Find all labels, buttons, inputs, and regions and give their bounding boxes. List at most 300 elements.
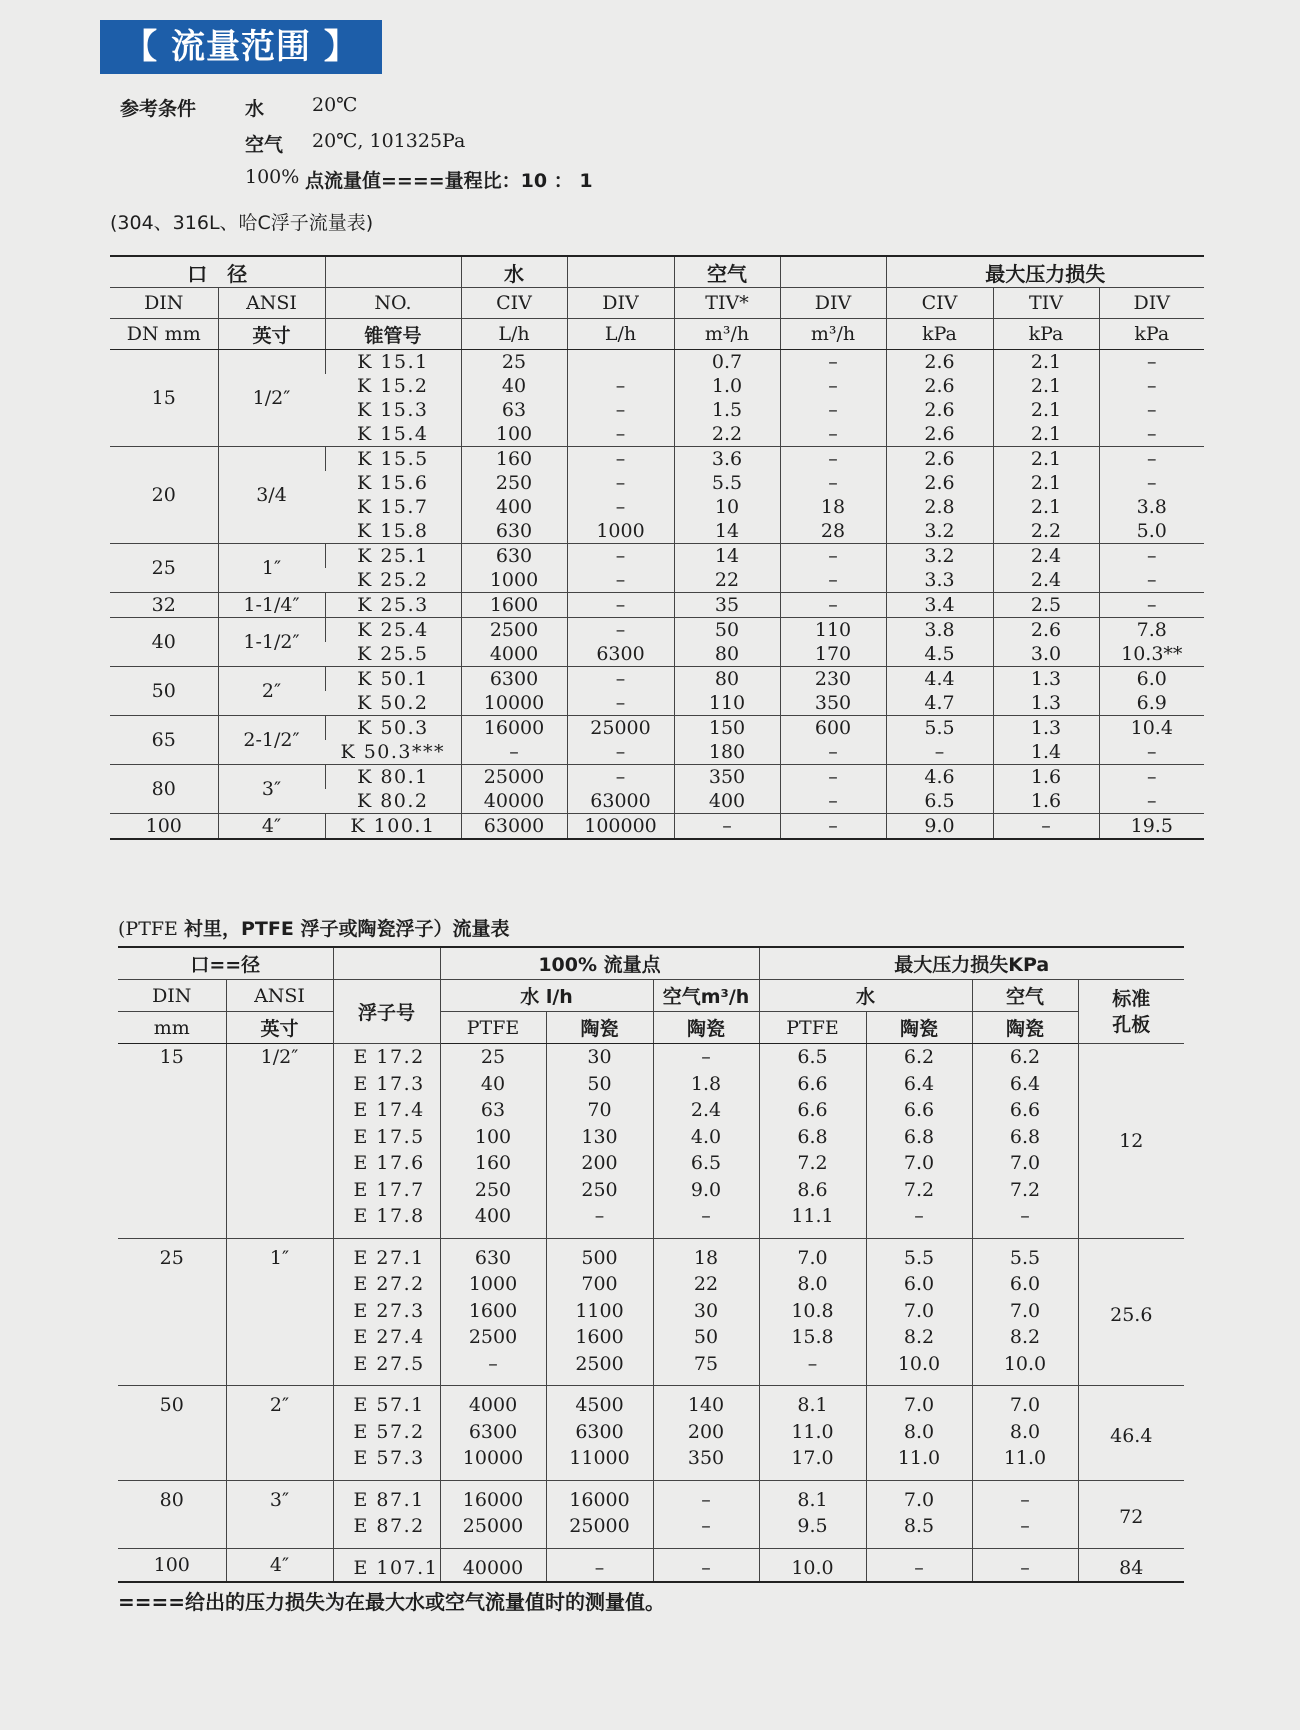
table-cell: –: [972, 1513, 1078, 1548]
table-cell: –: [567, 544, 674, 569]
header-blank: [780, 256, 886, 288]
table-cell: 6.6: [972, 1097, 1078, 1124]
table-cell: –: [1099, 350, 1204, 375]
cone-number: K 15.3: [356, 399, 429, 421]
table-cell: 7.0: [866, 1150, 972, 1177]
table-cell: 4.4: [886, 667, 993, 692]
table-cell: –: [567, 422, 674, 447]
orifice-value: 46.4: [1078, 1386, 1184, 1481]
conditions-label: 参考条件: [120, 98, 197, 120]
table-cell: –: [1099, 374, 1204, 398]
table-cell: 350: [653, 1445, 759, 1480]
table-cell: 11.1: [759, 1203, 866, 1238]
table-cell: 28: [780, 519, 886, 544]
table-cell: 14: [674, 519, 780, 544]
table-cell: 100000: [567, 814, 674, 840]
float-number: E 57.2: [333, 1419, 440, 1446]
table-cell: 140: [653, 1386, 759, 1419]
table-cell: 4500: [546, 1386, 653, 1419]
table-cell: –: [1099, 544, 1204, 569]
table-cell: –: [866, 1203, 972, 1238]
table-row: [110, 447, 1204, 472]
table-cell: 170: [780, 642, 886, 667]
condition-range-prefix: 100%: [245, 166, 300, 188]
ansi-size: 3/4: [218, 447, 325, 544]
table-cell: –: [780, 471, 886, 495]
cone-number: K 25.1: [325, 544, 461, 569]
table-row: [110, 618, 1204, 643]
table-cell: 50: [546, 1071, 653, 1098]
header-code: NO.: [325, 288, 461, 319]
table-cell: 8.1: [759, 1480, 866, 1513]
table-cell: 5.5: [866, 1238, 972, 1271]
table-row: [110, 593, 1204, 618]
table-cell: 2.6: [993, 618, 1099, 643]
table-cell: 63: [440, 1097, 546, 1124]
table-cell: 10.0: [866, 1351, 972, 1386]
condition-water-label: 水: [245, 98, 265, 120]
table-cell: 700: [546, 1271, 653, 1298]
table-cell: 1.0: [674, 374, 780, 398]
table-cell: –: [1099, 593, 1204, 618]
table-cell: 10.4: [1099, 716, 1204, 741]
table-cell: 2.1: [993, 398, 1099, 422]
table-cell: 6300: [546, 1419, 653, 1446]
table-cell: 3.3: [886, 568, 993, 593]
header-unit: L/h: [461, 319, 567, 350]
table-cell: 7.8: [1099, 618, 1204, 643]
table-cell: 7.0: [972, 1298, 1078, 1325]
table-cell: –: [972, 1203, 1078, 1238]
table-cell: –: [780, 789, 886, 814]
table-cell: 16000: [440, 1480, 546, 1513]
table-cell: 2.8: [886, 495, 993, 519]
cone-number: K 25.4: [325, 618, 461, 643]
table-cell: 10.0: [759, 1548, 866, 1582]
table-cell: 1.5: [674, 398, 780, 422]
table-cell: 2500: [440, 1324, 546, 1351]
table-cell: 1.8: [653, 1071, 759, 1098]
table-cell: 6300: [567, 642, 674, 667]
table-cell: –: [567, 740, 674, 765]
cone-number: K 50.3: [325, 716, 461, 741]
table-cell: 19.5: [1099, 814, 1204, 840]
table1-caption: (304、316L、哈C浮子流量表): [110, 212, 374, 234]
table-cell: 350: [674, 765, 780, 790]
orifice-value: 84: [1078, 1548, 1184, 1582]
table-cell: 500: [546, 1238, 653, 1271]
metal-float-flow-table: [110, 255, 1204, 840]
table-cell: 2.1: [993, 495, 1099, 519]
table-cell: 350: [780, 691, 886, 716]
table-cell: 250: [440, 1177, 546, 1204]
header-air-m3h: 空气m³/h: [653, 980, 759, 1012]
table-cell: 2.1: [993, 447, 1099, 472]
table-cell: 40000: [440, 1548, 546, 1582]
ansi-size: 1-1/2″: [218, 618, 325, 667]
table-cell: 400: [461, 495, 567, 519]
table-cell: –: [653, 1480, 759, 1513]
table-cell: –: [886, 740, 993, 765]
float-number: E 17.4: [333, 1097, 440, 1124]
header-blank: [567, 256, 674, 288]
orifice-value: 12: [1078, 1044, 1184, 1239]
header-ptfe: PTFE: [759, 1012, 866, 1044]
table-cell: –: [972, 1480, 1078, 1513]
header-max-pressure-loss: 最大压力损失: [886, 256, 1204, 288]
table-cell: 230: [780, 667, 886, 692]
header-code: TIV*: [674, 288, 780, 319]
table-cell: –: [461, 740, 567, 765]
table-cell: 400: [674, 789, 780, 814]
header-orifice: 标准孔板: [1078, 980, 1184, 1044]
cone-number: K 50.2: [325, 691, 461, 716]
table-cell: 3.2: [886, 519, 993, 544]
table-cell: 22: [653, 1271, 759, 1298]
table-cell: –: [653, 1203, 759, 1238]
table-cell: 1.3: [993, 716, 1099, 741]
header-code: ANSI: [218, 288, 325, 319]
table-cell: 16000: [461, 716, 567, 741]
section-title-banner: 【 流量范围 】: [100, 20, 382, 74]
table-cell: 18: [653, 1238, 759, 1271]
table-cell: 110: [674, 691, 780, 716]
table-cell: 250: [546, 1177, 653, 1204]
table-cell: 6.8: [866, 1124, 972, 1151]
header-ceramic: 陶瓷: [653, 1012, 759, 1044]
table-cell: –: [546, 1548, 653, 1582]
table-row: [118, 1238, 1184, 1271]
table-cell: 10: [674, 495, 780, 519]
table-cell: 630: [461, 519, 567, 544]
table-cell: –: [993, 814, 1099, 840]
table-cell: 2.6: [886, 350, 993, 375]
table-cell: 2.6: [886, 422, 993, 447]
table-cell: –: [780, 447, 886, 472]
table-cell: 63000: [567, 789, 674, 814]
header-code: DIV: [567, 288, 674, 319]
table-cell: 2.4: [653, 1097, 759, 1124]
table-cell: –: [567, 447, 674, 472]
table-cell: 7.0: [866, 1298, 972, 1325]
table-cell: 2.4: [993, 568, 1099, 593]
table-cell: –: [674, 814, 780, 840]
table-cell: 22: [674, 568, 780, 593]
table-cell: 160: [440, 1150, 546, 1177]
table-cell: 6.0: [1099, 667, 1204, 692]
float-number: E 17.5: [333, 1124, 440, 1151]
header-unit: kPa: [993, 319, 1099, 350]
table-cell: 50: [653, 1324, 759, 1351]
table-cell: 180: [674, 740, 780, 765]
table-cell: 3.6: [674, 447, 780, 472]
table-cell: –: [780, 422, 886, 447]
table-cell: –: [1099, 740, 1204, 765]
table-cell: –: [759, 1351, 866, 1386]
table-cell: 6.4: [972, 1071, 1078, 1098]
table-cell: 7.0: [866, 1386, 972, 1419]
table-cell: 3.4: [886, 593, 993, 618]
dn-size: 15: [110, 350, 218, 447]
float-number: E 57.1: [333, 1386, 440, 1419]
table-cell: 7.0: [972, 1386, 1078, 1419]
ansi-size: 4″: [226, 1548, 333, 1582]
table-cell: 400: [440, 1203, 546, 1238]
header-ansi: ANSI: [226, 980, 333, 1012]
table-cell: 1100: [546, 1298, 653, 1325]
table-cell: 200: [546, 1150, 653, 1177]
table-cell: 11.0: [759, 1419, 866, 1446]
table-cell: –: [567, 374, 674, 398]
ansi-size: 3″: [218, 765, 325, 814]
table-cell: 1.6: [993, 789, 1099, 814]
table-cell: 6.6: [759, 1097, 866, 1124]
table-cell: 8.5: [866, 1513, 972, 1548]
table-cell: 6.6: [759, 1071, 866, 1098]
table-cell: –: [567, 495, 674, 519]
dn-size: 15: [118, 1044, 226, 1239]
table-cell: –: [567, 691, 674, 716]
table-cell: 2500: [546, 1351, 653, 1386]
table-cell: 2.5: [993, 593, 1099, 618]
table-cell: 200: [653, 1419, 759, 1446]
table-cell: –: [1099, 447, 1204, 472]
table-cell: 63000: [461, 814, 567, 840]
table-cell: 11.0: [972, 1445, 1078, 1480]
ansi-size: 3″: [226, 1480, 333, 1548]
table-cell: 5.5: [674, 471, 780, 495]
table-cell: –: [780, 765, 886, 790]
ansi-size: 2″: [218, 667, 325, 716]
dn-size: 20: [110, 447, 218, 544]
table-cell: 6.6: [866, 1097, 972, 1124]
table2-caption: (PTFE 衬里，PTFE 浮子或陶瓷浮子）流量表: [118, 918, 510, 940]
header-float-no: 浮子号: [333, 980, 440, 1044]
ansi-size: 2-1/2″: [218, 716, 325, 765]
table-cell: 2.6: [886, 471, 993, 495]
table-cell: 18: [780, 495, 886, 519]
table-cell: 1.4: [993, 740, 1099, 765]
table-cell: 9.0: [886, 814, 993, 840]
header-ptfe: PTFE: [440, 1012, 546, 1044]
table-cell: 7.2: [972, 1177, 1078, 1204]
cone-number: K 80.1: [325, 765, 461, 790]
table-cell: 25: [440, 1044, 546, 1071]
table-cell: 30: [653, 1298, 759, 1325]
table-cell: 8.2: [866, 1324, 972, 1351]
header-unit: 英寸: [218, 319, 325, 350]
header-unit: kPa: [886, 319, 993, 350]
table-cell: 6.2: [866, 1044, 972, 1071]
dn-size: 65: [110, 716, 218, 765]
ptfe-float-flow-table: [118, 946, 1184, 1583]
ansi-size: 1/2″: [226, 1044, 333, 1239]
table-cell: 160: [461, 447, 567, 472]
table-cell: 3.2: [886, 544, 993, 569]
ansi-size: 1″: [226, 1238, 333, 1386]
float-number: E 17.6: [333, 1150, 440, 1177]
dn-size: 50: [110, 667, 218, 716]
header-water: 水: [461, 256, 567, 288]
table-cell: 5.0: [1099, 519, 1204, 544]
table-cell: –: [972, 1548, 1078, 1582]
table-cell: 50: [674, 618, 780, 643]
table-cell: [567, 350, 674, 375]
table-cell: 8.0: [759, 1271, 866, 1298]
ansi-size: 1-1/4″: [218, 593, 325, 618]
table-cell: 80: [674, 642, 780, 667]
footnote: ====给出的压力损失为在最大水或空气流量值时的测量值。: [118, 1590, 666, 1614]
header-ceramic: 陶瓷: [972, 1012, 1078, 1044]
table-cell: 63: [461, 398, 567, 422]
table-cell: 600: [780, 716, 886, 741]
ansi-size: 4″: [218, 814, 325, 840]
header-code: DIV: [1099, 288, 1204, 319]
dn-size: 50: [118, 1386, 226, 1481]
table-cell: 1.3: [993, 691, 1099, 716]
table-row: [110, 350, 1204, 375]
table-cell: 5.5: [972, 1238, 1078, 1271]
table-cell: –: [1099, 568, 1204, 593]
table-cell: 8.0: [972, 1419, 1078, 1446]
table-cell: –: [567, 667, 674, 692]
dn-size: 40: [110, 618, 218, 667]
table-cell: 3.8: [1099, 495, 1204, 519]
table-cell: 4.6: [886, 765, 993, 790]
dn-size: 25: [118, 1238, 226, 1386]
table-cell: 2500: [461, 618, 567, 643]
table-cell: 100: [440, 1124, 546, 1151]
table-cell: 30: [546, 1044, 653, 1071]
float-number: E 87.2: [333, 1513, 440, 1548]
table-cell: 3.8: [886, 618, 993, 643]
table-cell: 2.1: [993, 374, 1099, 398]
cone-number: K 15.1: [325, 350, 461, 375]
table-cell: 1600: [546, 1324, 653, 1351]
cone-number: K 15.8: [325, 519, 461, 544]
header-code: CIV: [461, 288, 567, 319]
table-cell: 6300: [461, 667, 567, 692]
cone-number: K 25.2: [325, 568, 461, 593]
table-cell: 110: [780, 618, 886, 643]
dn-size: 100: [118, 1548, 226, 1582]
table-cell: –: [567, 765, 674, 790]
table-cell: –: [780, 544, 886, 569]
header-unit: DN mm: [110, 319, 218, 350]
table-cell: 2.2: [993, 519, 1099, 544]
table-cell: 25000: [461, 765, 567, 790]
table-cell: 6.8: [759, 1124, 866, 1151]
condition-water-value: 20℃: [312, 94, 358, 116]
table-cell: 4.5: [886, 642, 993, 667]
table-cell: 7.0: [759, 1238, 866, 1271]
table-cell: 6.4: [866, 1071, 972, 1098]
table-cell: 1000: [567, 519, 674, 544]
table-cell: 6300: [440, 1419, 546, 1446]
table-cell: 6.5: [886, 789, 993, 814]
table-cell: 2.2: [674, 422, 780, 447]
ansi-size: 2″: [226, 1386, 333, 1481]
table-cell: 6.0: [972, 1271, 1078, 1298]
table-cell: 25000: [440, 1513, 546, 1548]
table-cell: 150: [674, 716, 780, 741]
table-cell: 9.0: [653, 1177, 759, 1204]
table-cell: 2.1: [993, 422, 1099, 447]
table-cell: –: [546, 1203, 653, 1238]
table-cell: 100: [461, 422, 567, 447]
table-cell: 6.2: [972, 1044, 1078, 1071]
cone-number: K 80.2: [325, 789, 461, 814]
cone-number: K 50.1: [325, 667, 461, 692]
table-cell: 8.0: [866, 1419, 972, 1446]
table-cell: 6.8: [972, 1124, 1078, 1151]
table-cell: 2.6: [886, 447, 993, 472]
table-cell: 4.0: [653, 1124, 759, 1151]
header-inch: 英寸: [226, 1012, 333, 1044]
table-cell: 75: [653, 1351, 759, 1386]
table-cell: 4.7: [886, 691, 993, 716]
header-diameter: 口==径: [118, 947, 333, 980]
table-cell: 25: [461, 350, 567, 375]
table-row: [110, 716, 1204, 741]
cone-number: K 25.5: [325, 642, 461, 667]
table-cell: 7.2: [866, 1177, 972, 1204]
table-cell: 7.2: [759, 1150, 866, 1177]
table-cell: 250: [461, 471, 567, 495]
header-code: TIV: [993, 288, 1099, 319]
table-cell: 2.4: [993, 544, 1099, 569]
table-cell: 11000: [546, 1445, 653, 1480]
header-blank: [333, 947, 440, 980]
table-cell: 1.6: [993, 765, 1099, 790]
table-cell: –: [1099, 422, 1204, 447]
ansi-size: 1″: [218, 544, 325, 593]
table-cell: –: [780, 568, 886, 593]
float-number: E 27.3: [333, 1298, 440, 1325]
cone-number: K 15.2: [356, 375, 429, 397]
table-cell: 2.6: [886, 374, 993, 398]
condition-air-label: 空气: [245, 134, 284, 156]
table-cell: –: [1099, 471, 1204, 495]
header-mm: mm: [118, 1012, 226, 1044]
table-row: [110, 765, 1204, 790]
table-cell: –: [567, 593, 674, 618]
table-cell: 630: [440, 1238, 546, 1271]
table-cell: 3.0: [993, 642, 1099, 667]
table-cell: 630: [461, 544, 567, 569]
header-air: 空气: [674, 256, 780, 288]
header-code: DIV: [780, 288, 886, 319]
cone-number: K 15.4: [325, 422, 461, 447]
header-blank: [325, 256, 461, 288]
table-cell: 10000: [461, 691, 567, 716]
table-cell: 1600: [440, 1298, 546, 1325]
table-row: [118, 1480, 1184, 1513]
table-cell: –: [780, 593, 886, 618]
float-number: E 107.1: [333, 1548, 440, 1582]
header-unit: 锥管号: [325, 319, 461, 350]
table-cell: 8.1: [759, 1386, 866, 1419]
table-cell: –: [780, 350, 886, 375]
table-cell: –: [780, 740, 886, 765]
float-number: E 17.7: [333, 1177, 440, 1204]
dn-size: 25: [110, 544, 218, 593]
dn-size: 32: [110, 593, 218, 618]
header-code: DIN: [110, 288, 218, 319]
header-flow-point: 100% 流量点: [440, 947, 759, 980]
table-cell: 1000: [461, 568, 567, 593]
condition-range-text: 点流量值====量程比：10 ： 1: [305, 170, 593, 192]
